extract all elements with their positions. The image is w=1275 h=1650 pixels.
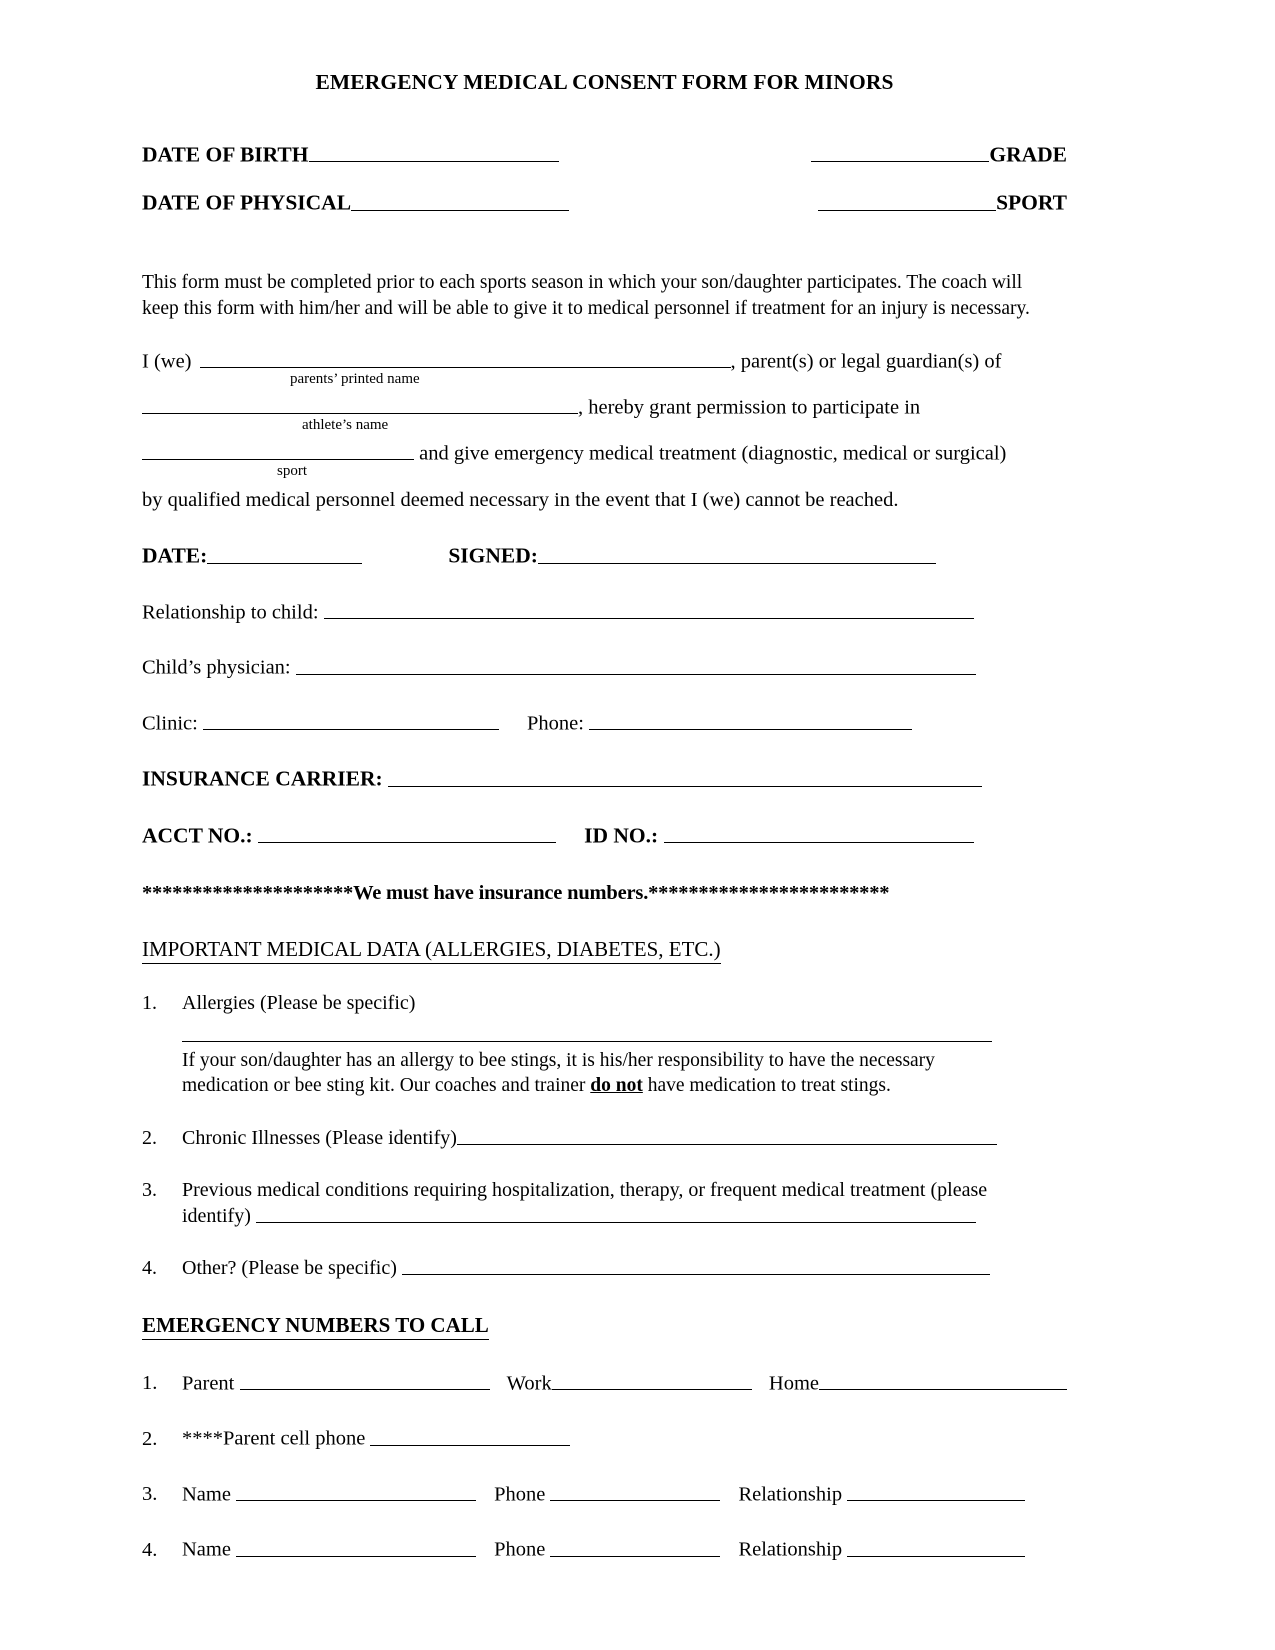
date-of-physical-label: DATE OF PHYSICAL <box>142 190 352 215</box>
insurance-carrier-row <box>142 765 1067 791</box>
medical-item-1 <box>142 990 1067 1016</box>
parents-name-line <box>142 348 1067 374</box>
other-blank[interactable] <box>402 1255 990 1275</box>
phone-blank[interactable] <box>589 710 912 730</box>
signed-field <box>448 542 936 568</box>
sport-label: SPORT <box>996 190 1067 215</box>
medical-item-3-text: Previous medical conditions requiring hospitalization, therapy, or frequent medical treatment (please <box>182 1178 988 1201</box>
medical-item-4 <box>142 1255 1067 1281</box>
emergency-row-1 <box>142 1370 1067 1395</box>
emergency-row-1-work-blank[interactable] <box>552 1370 752 1390</box>
athlete-name-line <box>142 394 1067 420</box>
date-of-birth-left <box>142 141 559 167</box>
emergency-row-3-relationship-blank[interactable] <box>847 1481 1025 1501</box>
medical-item-2-body <box>182 1125 1067 1151</box>
top-field-group <box>142 141 1067 216</box>
medical-item-2 <box>142 1125 1067 1151</box>
emergency-row-1-parent-label: Parent <box>182 1372 240 1395</box>
date-blank[interactable] <box>207 542 362 563</box>
sport-entry-blank[interactable] <box>142 440 414 460</box>
date-label: DATE: <box>142 543 208 568</box>
emergency-row-2-cell-blank[interactable] <box>370 1425 570 1445</box>
emergency-row-1-parent <box>182 1370 490 1395</box>
acct-id-row <box>142 822 1067 848</box>
grant-permission-block <box>142 348 1067 513</box>
sport-blank[interactable] <box>818 189 996 210</box>
acct-no-field <box>142 822 556 848</box>
emergency-row-4-relationship-blank[interactable] <box>847 1536 1025 1556</box>
emergency-row-3-name <box>182 1481 476 1506</box>
medical-item-3-line2 <box>182 1203 1067 1229</box>
date-of-physical-row <box>142 189 1067 215</box>
medical-item-3-text2: identify) <box>182 1204 256 1227</box>
acct-no-label: ACCT NO.: <box>142 823 259 848</box>
date-of-physical-left <box>142 189 569 215</box>
acct-no-blank[interactable] <box>258 822 556 843</box>
bee-sting-note-line-2 <box>182 1073 1067 1098</box>
child-physician-row <box>142 654 1067 679</box>
insurance-banner <box>142 882 1067 905</box>
emergency-row-4-name <box>182 1536 476 1561</box>
medical-item-2-number: 2. <box>142 1126 157 1149</box>
insurance-carrier-blank[interactable] <box>388 765 982 786</box>
clinic-field <box>142 710 499 735</box>
emergency-row-3-name-blank[interactable] <box>236 1481 476 1501</box>
emergency-row-3-name-label: Name <box>182 1483 237 1506</box>
emergency-row-3-relationship <box>738 1481 1025 1506</box>
clinic-phone-row <box>142 710 1067 735</box>
clinic-blank[interactable] <box>203 710 499 730</box>
medical-data-heading-wrap <box>142 905 1067 964</box>
parent-tail-text: , parent(s) or legal guardian(s) of <box>730 350 1002 373</box>
emergency-row-4-name-label: Name <box>182 1538 237 1561</box>
date-of-physical-blank[interactable] <box>351 189 569 210</box>
emergency-row-3-number: 3. <box>142 1483 158 1506</box>
grade-label: GRADE <box>989 142 1067 167</box>
emergency-row-4-relationship <box>738 1536 1025 1561</box>
emergency-row-3-phone-blank[interactable] <box>550 1481 720 1501</box>
emergency-row-3 <box>142 1481 1067 1506</box>
emergency-row-1-home-label: Home <box>768 1372 819 1395</box>
emergency-row-4-phone <box>494 1536 720 1561</box>
chronic-illnesses-blank[interactable] <box>457 1125 997 1145</box>
emergency-row-2-number: 2. <box>142 1427 158 1450</box>
id-no-blank[interactable] <box>664 822 974 843</box>
emergency-row-4-phone-blank[interactable] <box>550 1536 720 1556</box>
signed-blank[interactable] <box>538 542 936 563</box>
date-field <box>142 542 362 568</box>
emergency-row-4-phone-label: Phone <box>494 1538 551 1561</box>
date-of-birth-blank[interactable] <box>309 141 559 162</box>
bee-note-part3: have medication to treat stings. <box>642 1075 891 1097</box>
athlete-name-caption-row <box>142 416 1067 440</box>
page-title: EMERGENCY MEDICAL CONSENT FORM FOR MINORS <box>315 70 894 94</box>
date-of-birth-label: DATE OF BIRTH <box>142 142 309 167</box>
child-physician-label: Child’s physician: <box>142 656 296 679</box>
grant-closing-line: by qualified medical personnel deemed necessary in the event that I (we) cannot be reached. <box>142 488 899 511</box>
page-content <box>142 0 1067 1562</box>
sport-caption-row <box>142 462 1067 486</box>
bee-note-emphasis: do not <box>590 1075 643 1097</box>
banner-asterisks-right: ************************ <box>648 882 890 905</box>
medical-item-2-text: Chronic Illnesses (Please identify) <box>182 1126 457 1149</box>
emergency-row-1-parent-blank[interactable] <box>240 1370 490 1390</box>
id-no-label: ID NO.: <box>584 823 664 848</box>
emergency-row-4-name-blank[interactable] <box>236 1536 476 1556</box>
child-physician-blank[interactable] <box>296 654 976 674</box>
medical-item-4-number: 4. <box>142 1256 157 1279</box>
emergency-row-2-cell <box>182 1425 570 1450</box>
medical-item-4-text: Other? (Please be specific) <box>182 1256 402 1279</box>
phone-field <box>527 710 912 735</box>
emergency-row-1-home <box>769 1370 1067 1395</box>
emergency-heading-wrap <box>142 1281 1067 1340</box>
emergency-row-2 <box>142 1425 1067 1450</box>
clinic-label: Clinic: <box>142 712 203 735</box>
emergency-numbers-heading: EMERGENCY NUMBERS TO CALL <box>142 1313 489 1340</box>
medical-item-1-text: Allergies (Please be specific) <box>182 992 416 1015</box>
medical-item-3-body <box>182 1177 1067 1229</box>
i-we-label: I (we) <box>142 350 192 373</box>
bee-sting-note-line-1: If your son/daughter has an allergy to bee stings, it is his/her responsibility to have the necessary <box>182 1050 935 1072</box>
athlete-tail-text: , hereby grant permission to participate in <box>578 396 921 419</box>
athlete-name-caption: athlete’s name <box>302 416 389 433</box>
medical-item-1-number: 1. <box>142 992 157 1015</box>
relationship-to-child-blank[interactable] <box>324 599 974 619</box>
parents-name-caption-row <box>142 370 1067 394</box>
intro-paragraph <box>142 270 1067 322</box>
emergency-row-4-number: 4. <box>142 1538 158 1561</box>
emergency-row-4 <box>142 1536 1067 1561</box>
intro-line-1: This form must be completed prior to each sports season in which your son/daughter participates. The coach will <box>142 271 1023 293</box>
parents-printed-name-caption: parents’ printed name <box>290 370 420 387</box>
grade-right <box>811 141 1067 167</box>
relationship-to-child-row <box>142 599 1067 624</box>
emergency-row-1-number: 1. <box>142 1372 158 1395</box>
emergency-row-3-phone-label: Phone <box>494 1483 551 1506</box>
grade-blank[interactable] <box>811 141 989 162</box>
emergency-row-1-work <box>507 1370 752 1395</box>
id-no-field <box>584 822 973 848</box>
bee-sting-note <box>182 1048 1067 1099</box>
emergency-row-3-phone <box>494 1481 720 1506</box>
medical-data-heading: IMPORTANT MEDICAL DATA (ALLERGIES, DIABETES, ETC.) <box>142 937 721 964</box>
sport-tail-text: and give emergency medical treatment (diagnostic, medical or surgical) <box>414 442 1007 465</box>
emergency-row-2-cell-label: ****Parent cell phone <box>182 1427 371 1450</box>
athlete-name-blank[interactable] <box>142 394 578 414</box>
intro-line-2: keep this form with him/her and will be able to give it to medical personnel if treatment for an injury is necessary. <box>142 297 1030 319</box>
emergency-row-4-relationship-label: Relationship <box>738 1538 848 1561</box>
allergies-answer-blank[interactable] <box>182 1040 992 1042</box>
emergency-row-1-work-label: Work <box>506 1372 552 1395</box>
parents-printed-name-blank[interactable] <box>200 348 731 368</box>
medical-item-3 <box>142 1177 1067 1229</box>
insurance-carrier-label: INSURANCE CARRIER: <box>142 766 389 791</box>
medical-item-4-body <box>182 1255 1067 1281</box>
signed-label: SIGNED: <box>448 543 538 568</box>
medical-item-3-number: 3. <box>142 1178 157 1201</box>
previous-conditions-blank[interactable] <box>256 1203 976 1223</box>
sport-caption: sport <box>277 462 307 479</box>
sport-entry-line <box>142 440 1067 466</box>
emergency-row-1-home-blank[interactable] <box>819 1370 1067 1390</box>
sport-right <box>818 189 1067 215</box>
banner-asterisks-left: ********************* <box>142 882 354 905</box>
relationship-to-child-label: Relationship to child: <box>142 601 324 624</box>
banner-text: We must have insurance numbers. <box>353 882 649 905</box>
emergency-row-3-relationship-label: Relationship <box>738 1483 848 1506</box>
date-signed-row <box>142 542 1067 568</box>
bee-note-part2: medication or bee sting kit. Our coaches and trainer <box>182 1075 591 1097</box>
phone-label: Phone: <box>526 712 590 735</box>
date-of-birth-row <box>142 141 1067 167</box>
